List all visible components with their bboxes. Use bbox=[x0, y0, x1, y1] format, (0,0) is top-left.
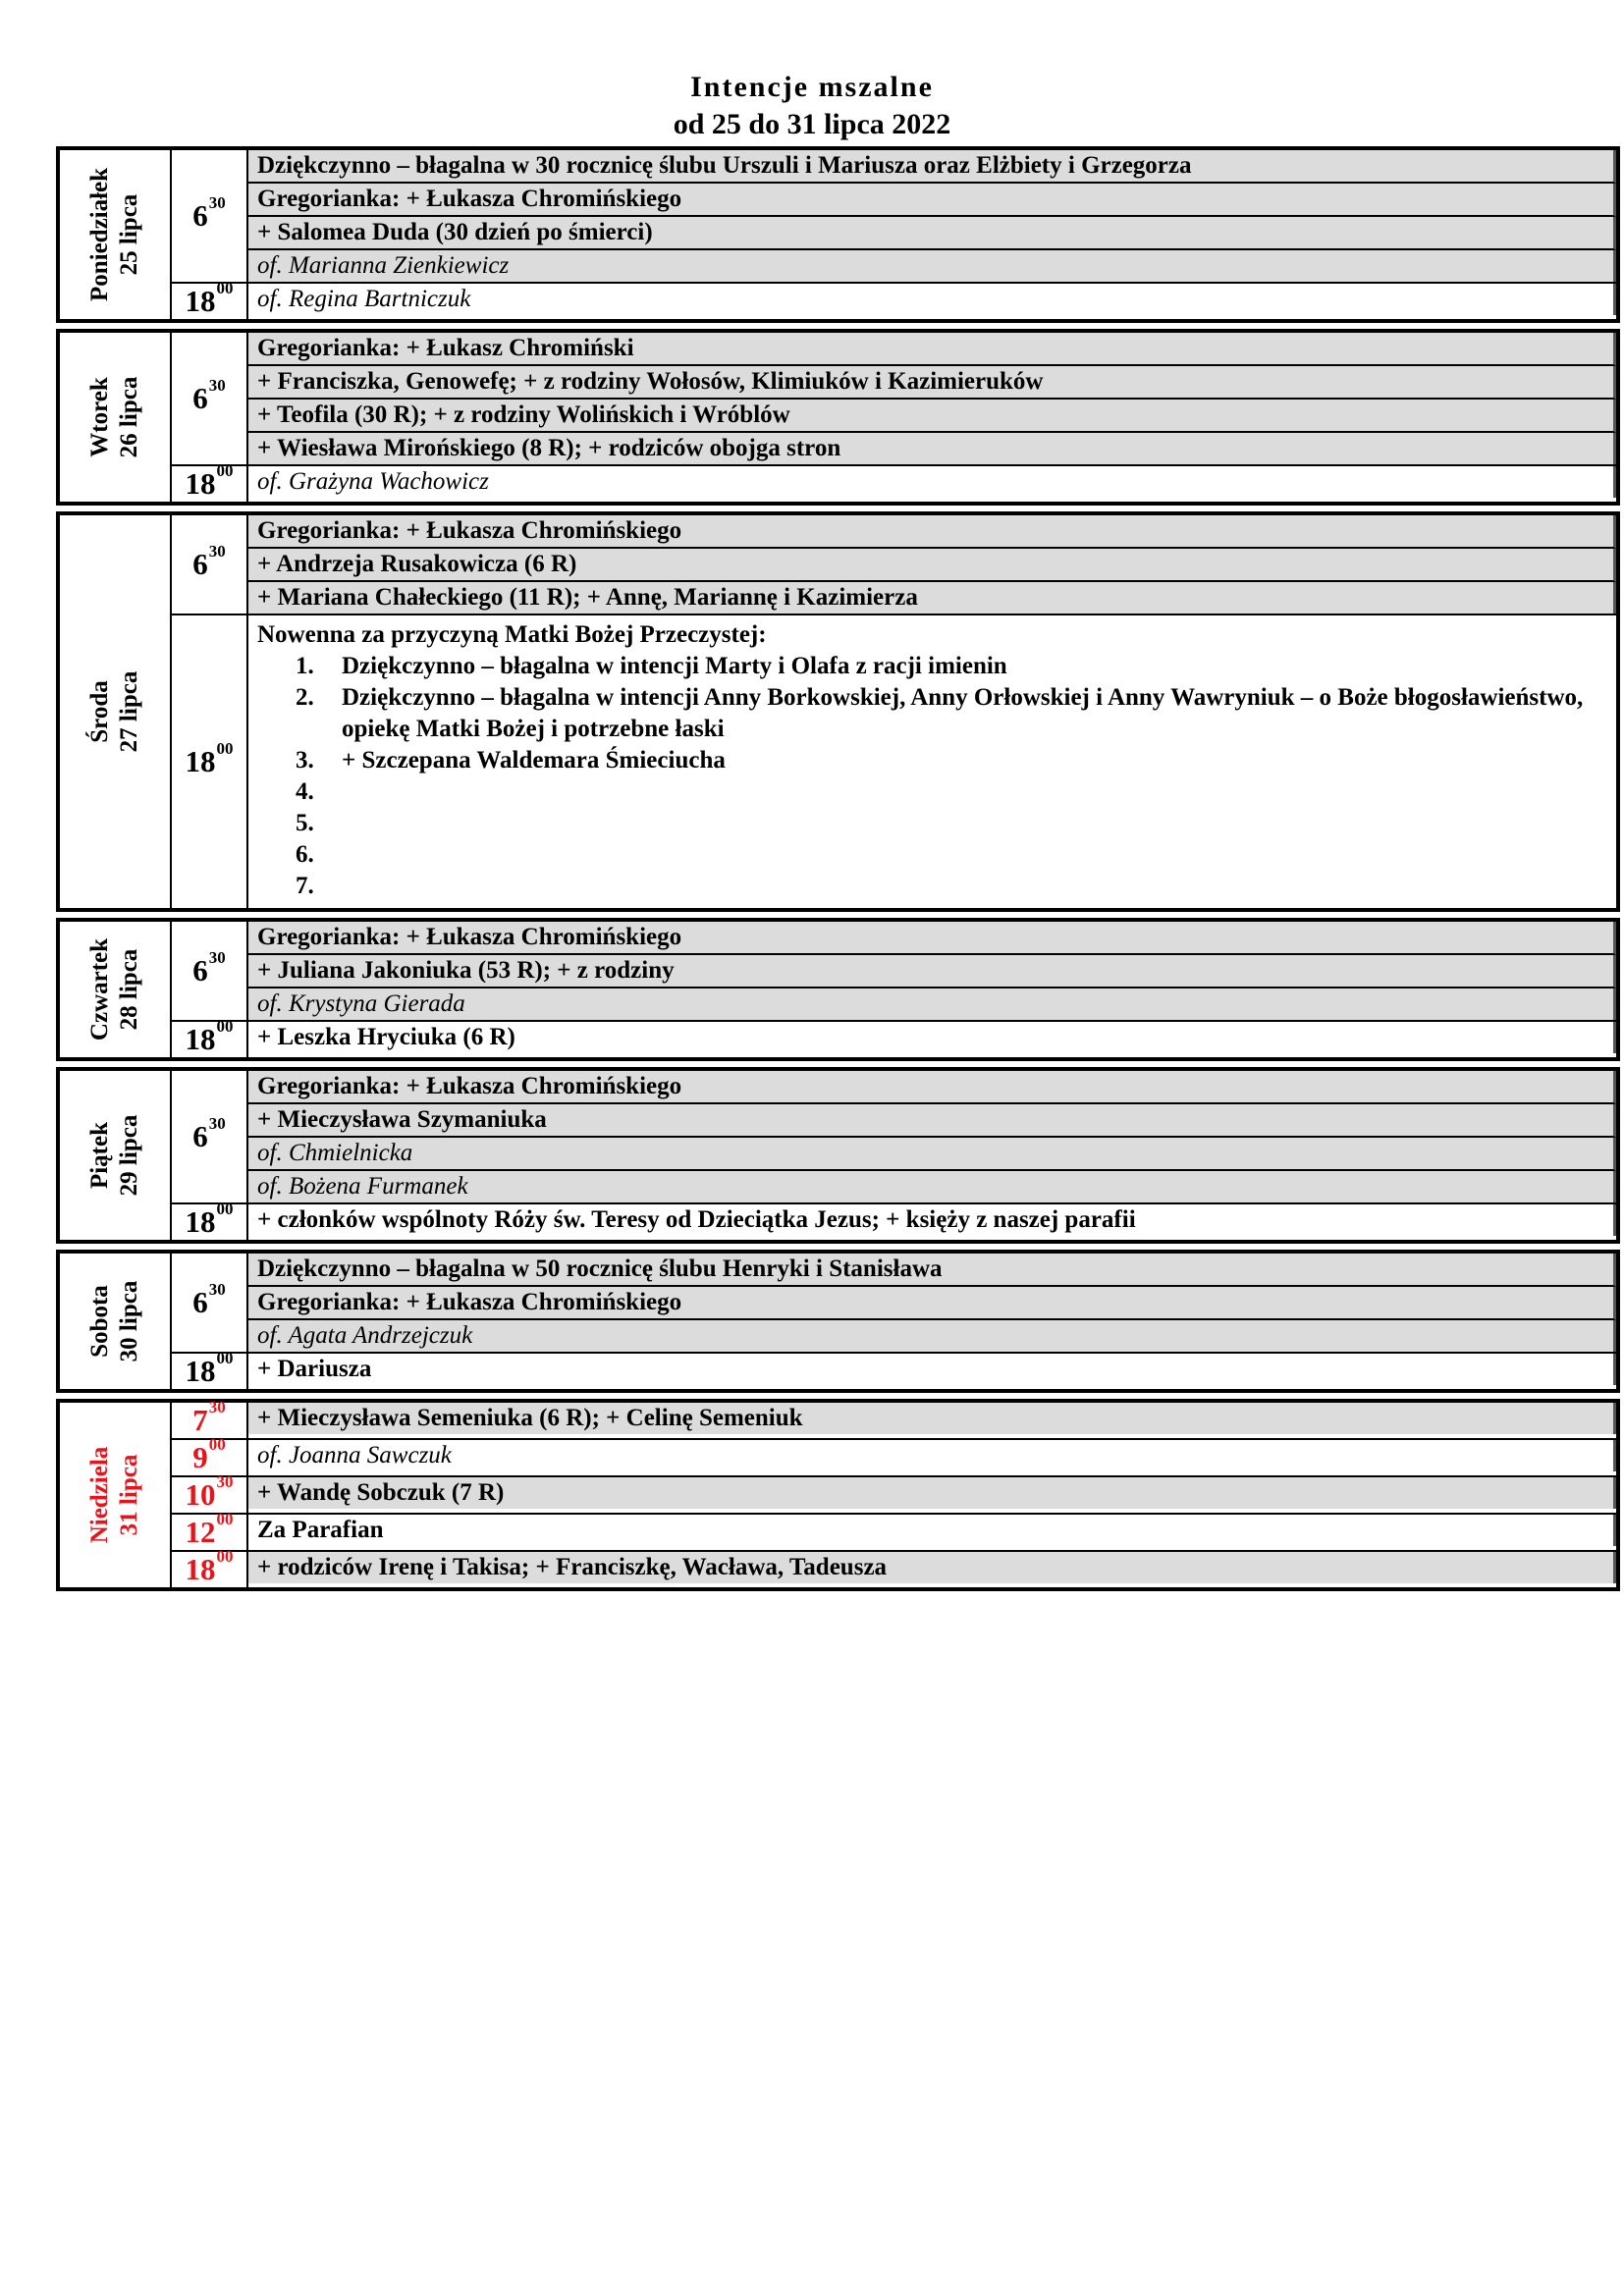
intention-row: Za Parafian bbox=[248, 1515, 1616, 1546]
novena-item: 3. + Szczepana Waldemara Śmieciucha bbox=[320, 745, 1607, 776]
mass-hour: 6 bbox=[192, 953, 208, 988]
day-name-cell bbox=[60, 150, 172, 319]
day-label bbox=[85, 1447, 144, 1544]
mass-row bbox=[172, 1071, 1616, 1204]
mass-minute: 30 bbox=[208, 1114, 226, 1133]
title-line-1: Intencje mszalne bbox=[690, 71, 934, 103]
mass-time bbox=[172, 515, 248, 614]
intention-row: Gregorianka: + Łukasz Chromiński bbox=[248, 333, 1616, 366]
intention-row: + Dariusza bbox=[248, 1354, 1616, 1385]
day-name-cell bbox=[60, 922, 172, 1057]
intentions-list bbox=[248, 515, 1616, 614]
day-block bbox=[56, 1067, 1620, 1244]
day-date: 27 lipca bbox=[116, 670, 142, 753]
mass-minute: 30 bbox=[208, 542, 226, 561]
mass-hour: 7 bbox=[192, 1403, 208, 1437]
title-line-2: od 25 do 31 lipca 2022 bbox=[673, 108, 951, 140]
intention-row: + Wandę Sobczuk (7 R) bbox=[248, 1477, 1616, 1509]
day-date: 28 lipca bbox=[116, 948, 142, 1031]
intention-row: of. Marianna Zienkiewicz bbox=[248, 250, 1616, 282]
intentions-list bbox=[248, 1440, 1616, 1475]
mass-time bbox=[172, 922, 248, 1020]
day-block bbox=[56, 1250, 1620, 1393]
mass-minute: 00 bbox=[216, 1510, 234, 1528]
mass-hour: 18 bbox=[185, 466, 216, 501]
mass-hour: 6 bbox=[192, 1119, 208, 1153]
mass-hour: 18 bbox=[185, 284, 216, 318]
mass-row bbox=[172, 1200, 1616, 1240]
mass-row bbox=[172, 1547, 1616, 1587]
mass-hour: 6 bbox=[192, 381, 208, 415]
day-block bbox=[56, 918, 1620, 1061]
mass-row bbox=[172, 1435, 1616, 1477]
day-date: 26 lipca bbox=[116, 376, 142, 458]
mass-row bbox=[172, 461, 1616, 502]
intention-row: Dziękczynno – błagalna w 50 rocznicę ślubu Henryki i Stanisława bbox=[248, 1254, 1616, 1287]
intention-row: Gregorianka: + Łukasza Chromińskiego bbox=[248, 515, 1616, 549]
intention-row: + Juliana Jakoniuka (53 R); + z rodziny bbox=[248, 955, 1616, 988]
day-label bbox=[85, 1281, 144, 1362]
mass-row bbox=[172, 1254, 1616, 1354]
intentions-list bbox=[248, 922, 1616, 1020]
mass-row bbox=[172, 922, 1616, 1022]
intentions-list bbox=[248, 466, 1616, 502]
intention-row: + Salomea Duda (30 dzień po śmierci) bbox=[248, 217, 1616, 250]
intentions-list bbox=[248, 1071, 1616, 1202]
intention-row: of. Krystyna Gierada bbox=[248, 988, 1616, 1020]
day-label bbox=[85, 671, 144, 753]
intention-row: of. Grażyna Wachowicz bbox=[248, 466, 1616, 498]
intention-row: Gregorianka: + Łukasza Chromińskiego bbox=[248, 1287, 1616, 1320]
mass-minute: 00 bbox=[216, 461, 234, 480]
mass-time bbox=[172, 1435, 248, 1475]
mass-hour: 18 bbox=[185, 1204, 216, 1239]
intention-row: + Franciszka, Genowefę; + z rodziny Wołosów, Klimiuków i Kazimieruków bbox=[248, 366, 1616, 400]
intention-row: of. Chmielnicka bbox=[248, 1138, 1616, 1171]
intention-row: Gregorianka: + Łukasza Chromińskiego bbox=[248, 184, 1616, 217]
intention-row: of. Joanna Sawczuk bbox=[248, 1440, 1616, 1471]
mass-minute: 00 bbox=[216, 1200, 234, 1218]
mass-minute: 00 bbox=[216, 1349, 234, 1367]
intention-row: + Wiesława Mirońskiego (8 R); + rodziców obojga stron bbox=[248, 433, 1616, 464]
mass-row bbox=[172, 1398, 1616, 1440]
mass-minute: 30 bbox=[208, 1280, 226, 1299]
intentions-list bbox=[248, 1354, 1616, 1389]
mass-time bbox=[172, 1254, 248, 1352]
intentions-list bbox=[248, 1477, 1616, 1513]
day-label bbox=[85, 1115, 144, 1197]
day-name: Środa bbox=[86, 680, 113, 743]
mass-time bbox=[172, 1547, 248, 1587]
day-name: Wtorek bbox=[86, 377, 113, 457]
intention-row: + Leszka Hryciuka (6 R) bbox=[248, 1022, 1616, 1053]
mass-time bbox=[172, 1071, 248, 1202]
mass-hour: 6 bbox=[192, 198, 208, 233]
mass-time bbox=[172, 150, 248, 282]
novena-item bbox=[320, 808, 1607, 839]
day-label bbox=[85, 938, 144, 1041]
day-label bbox=[85, 377, 144, 458]
intentions-list bbox=[248, 1204, 1616, 1240]
intention-row: Gregorianka: + Łukasza Chromińskiego bbox=[248, 922, 1616, 955]
mass-row bbox=[172, 150, 1616, 284]
intention-row: + Mariana Chałeckiego (11 R); + Annę, Mariannę i Kazimierza bbox=[248, 582, 1616, 614]
day-name: Poniedziałek bbox=[86, 167, 113, 302]
mass-minute: 30 bbox=[208, 948, 226, 967]
mass-time bbox=[172, 1200, 248, 1240]
intentions-list bbox=[248, 615, 1616, 908]
mass-hour: 6 bbox=[192, 1285, 208, 1319]
intentions-list bbox=[248, 333, 1616, 464]
intentions-list bbox=[248, 1254, 1616, 1352]
day-block bbox=[56, 511, 1620, 912]
mass-hour: 6 bbox=[192, 547, 208, 581]
mass-row bbox=[172, 615, 1616, 908]
mass-hour: 9 bbox=[192, 1440, 208, 1474]
mass-row bbox=[172, 515, 1616, 615]
mass-time bbox=[172, 615, 248, 908]
day-label bbox=[85, 168, 144, 301]
mass-hour: 18 bbox=[185, 1354, 216, 1388]
mass-row bbox=[172, 1017, 1616, 1057]
day-block bbox=[56, 1399, 1620, 1591]
mass-time bbox=[172, 1017, 248, 1057]
day-block bbox=[56, 146, 1620, 323]
intentions-list bbox=[248, 1022, 1616, 1057]
mass-time bbox=[172, 461, 248, 502]
mass-row bbox=[172, 1510, 1616, 1552]
mass-hour: 10 bbox=[185, 1477, 216, 1512]
day-name: Sobota bbox=[86, 1285, 113, 1358]
day-name: Niedziela bbox=[86, 1446, 113, 1544]
mass-time bbox=[172, 1472, 248, 1513]
intention-row: + Mieczysława Semeniuka (6 R); + Celinę Semeniuk bbox=[248, 1403, 1616, 1434]
intention-row: + Teofila (30 R); + z rodziny Wolińskich i Wróblów bbox=[248, 400, 1616, 433]
day-name-cell bbox=[60, 333, 172, 502]
day-name-cell bbox=[60, 1403, 172, 1587]
day-date: 30 lipca bbox=[116, 1280, 142, 1362]
intention-row: of. Agata Andrzejczuk bbox=[248, 1320, 1616, 1352]
intention-row: + rodziców Irenę i Takisa; + Franciszkę, Wacława, Tadeusza bbox=[248, 1552, 1616, 1583]
mass-row bbox=[172, 1472, 1616, 1515]
mass-minute: 30 bbox=[216, 1472, 234, 1491]
mass-minute: 30 bbox=[208, 1398, 226, 1416]
mass-time bbox=[172, 1510, 248, 1550]
mass-minute: 00 bbox=[216, 739, 234, 758]
day-name-cell bbox=[60, 515, 172, 908]
novena-heading: Nowenna za przyczyną Matki Bożej Przeczystej: bbox=[257, 621, 767, 648]
novena-item: 2. Dziękczynno – błagalna w intencji Anny Borkowskiej, Anny Orłowskiej i Anny Wawryniuk – o Boże błogosławieństwo, opiekę Matki Bożej i potrzebne łaski bbox=[320, 682, 1607, 745]
mass-row bbox=[172, 279, 1616, 319]
novena-list bbox=[257, 651, 1607, 902]
intention-row: Gregorianka: + Łukasza Chromińskiego bbox=[248, 1071, 1616, 1104]
mass-minute: 30 bbox=[208, 376, 226, 395]
intentions-list bbox=[248, 1515, 1616, 1550]
novena-item: 1. Dziękczynno – błagalna w intencji Marty i Olafa z racji imienin bbox=[320, 651, 1607, 682]
mass-minute: 00 bbox=[216, 1017, 234, 1036]
mass-hour: 18 bbox=[185, 744, 216, 778]
mass-time bbox=[172, 279, 248, 319]
mass-hour: 12 bbox=[185, 1515, 216, 1549]
novena-item bbox=[320, 871, 1607, 902]
mass-minute: 00 bbox=[216, 1547, 234, 1566]
intention-row: of. Regina Bartniczuk bbox=[248, 284, 1616, 315]
document-title bbox=[0, 69, 1624, 143]
intention-row: + Mieczysława Szymaniuka bbox=[248, 1104, 1616, 1138]
day-block bbox=[56, 329, 1620, 506]
mass-time bbox=[172, 1349, 248, 1389]
mass-minute: 30 bbox=[208, 193, 226, 212]
mass-hour: 18 bbox=[185, 1552, 216, 1586]
day-name: Piątek bbox=[86, 1121, 113, 1190]
novena-item bbox=[320, 776, 1607, 808]
intentions-list bbox=[248, 1552, 1616, 1587]
intention-row: + członków wspólnoty Róży św. Teresy od Dzieciątka Jezus; + księży z naszej parafii bbox=[248, 1204, 1616, 1236]
mass-minute: 00 bbox=[208, 1435, 226, 1454]
intention-row: + Andrzeja Rusakowicza (6 R) bbox=[248, 549, 1616, 582]
mass-time bbox=[172, 1398, 248, 1438]
novena-item bbox=[320, 839, 1607, 871]
mass-minute: 00 bbox=[216, 279, 234, 297]
day-date: 31 lipca bbox=[116, 1454, 142, 1536]
mass-time bbox=[172, 333, 248, 464]
day-name-cell bbox=[60, 1071, 172, 1240]
intentions-list bbox=[248, 150, 1616, 282]
day-name: Czwartek bbox=[86, 937, 113, 1041]
intentions-schedule bbox=[56, 146, 1624, 1597]
intention-row: Dziękczynno – błagalna w 30 rocznicę ślubu Urszuli i Mariusza oraz Elżbiety i Grzegorza bbox=[248, 150, 1616, 184]
mass-row bbox=[172, 333, 1616, 466]
mass-row bbox=[172, 1349, 1616, 1389]
intention-row: of. Bożena Furmanek bbox=[248, 1171, 1616, 1202]
intentions-list bbox=[248, 284, 1616, 319]
day-date: 25 lipca bbox=[116, 193, 142, 276]
novena-block bbox=[248, 615, 1616, 908]
intentions-list bbox=[248, 1403, 1616, 1438]
mass-hour: 18 bbox=[185, 1022, 216, 1056]
day-date: 29 lipca bbox=[116, 1114, 142, 1197]
day-name-cell bbox=[60, 1254, 172, 1389]
